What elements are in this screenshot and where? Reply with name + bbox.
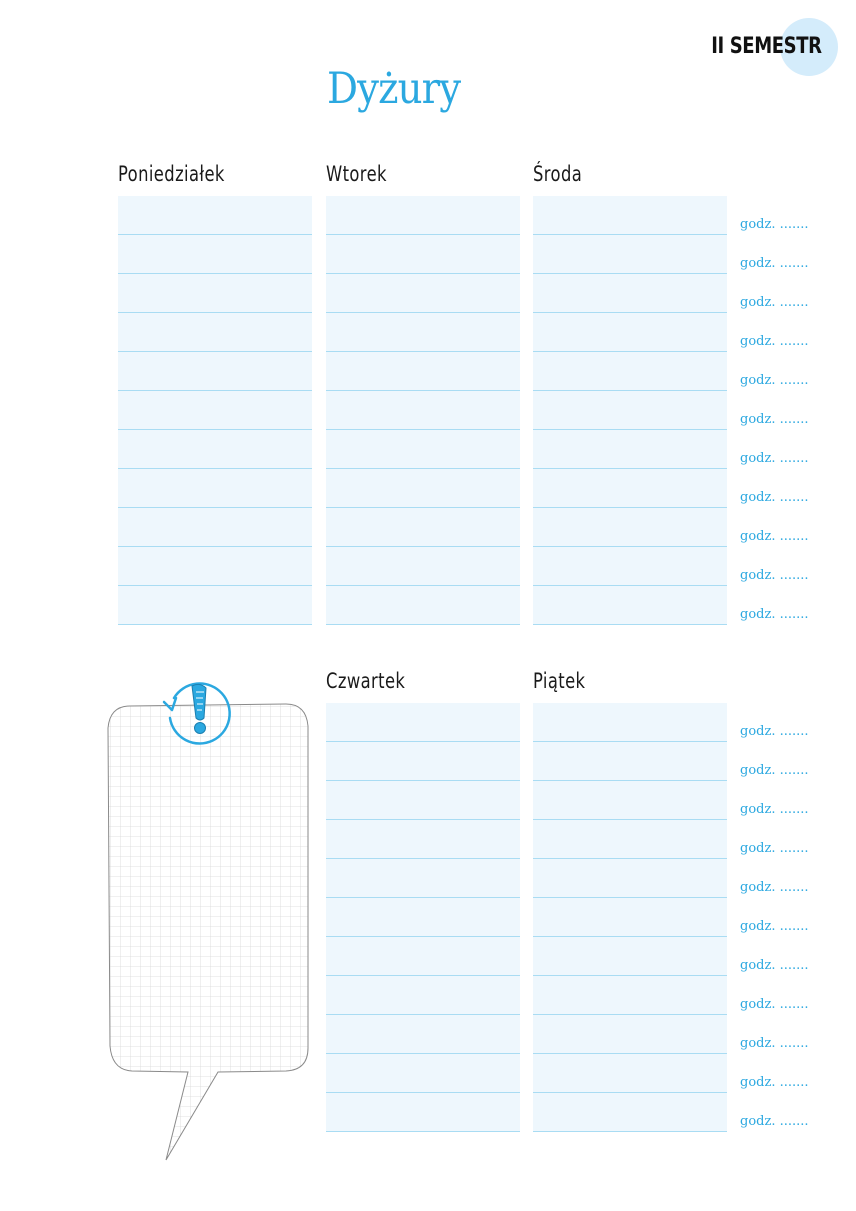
grid-row-line	[326, 273, 520, 274]
grid-row-line	[326, 546, 520, 547]
day-label-friday: Piątek	[533, 669, 586, 693]
grid-row-line	[118, 585, 312, 586]
speech-bubble-icon[interactable]	[100, 676, 320, 1166]
grid-row-line	[326, 1053, 520, 1054]
duty-grid-friday[interactable]	[533, 703, 727, 1132]
grid-row-line	[118, 390, 312, 391]
hour-label: godz. .......	[740, 334, 809, 349]
duty-grid-wednesday[interactable]	[533, 196, 727, 625]
grid-row-line	[326, 1014, 520, 1015]
hour-label: godz. .......	[740, 1075, 809, 1090]
hour-label: godz. .......	[740, 373, 809, 388]
semester-label: II SEMESTR	[711, 34, 822, 59]
grid-row-line	[118, 273, 312, 274]
grid-row-line	[533, 897, 727, 898]
grid-row-line	[326, 741, 520, 742]
day-label-monday: Poniedziałek	[118, 162, 225, 186]
hour-label: godz. .......	[740, 451, 809, 466]
hour-label: godz. .......	[740, 958, 809, 973]
grid-row-line	[533, 1092, 727, 1093]
grid-row-line	[118, 546, 312, 547]
hour-label: godz. .......	[740, 412, 809, 427]
grid-row-line	[533, 390, 727, 391]
grid-row-line	[533, 585, 727, 586]
grid-row-line	[533, 1014, 727, 1015]
hour-label: godz. .......	[740, 1036, 809, 1051]
grid-row-line	[118, 234, 312, 235]
grid-row-line	[533, 351, 727, 352]
grid-row-line	[118, 624, 312, 625]
grid-row-line	[533, 975, 727, 976]
day-label-thursday: Czwartek	[326, 669, 406, 693]
grid-row-line	[326, 780, 520, 781]
grid-row-line	[533, 312, 727, 313]
grid-row-line	[118, 312, 312, 313]
hour-label: godz. .......	[740, 256, 809, 271]
grid-row-line	[533, 780, 727, 781]
hour-label: godz. .......	[740, 919, 809, 934]
grid-row-line	[326, 390, 520, 391]
grid-row-line	[118, 468, 312, 469]
grid-row-line	[326, 1092, 520, 1093]
grid-row-line	[326, 936, 520, 937]
grid-row-line	[533, 858, 727, 859]
grid-row-line	[533, 1131, 727, 1132]
grid-row-line	[533, 936, 727, 937]
grid-row-line	[326, 585, 520, 586]
grid-row-line	[118, 507, 312, 508]
grid-row-line	[533, 507, 727, 508]
hour-label: godz. .......	[740, 763, 809, 778]
hour-label: godz. .......	[740, 880, 809, 895]
grid-row-line	[533, 468, 727, 469]
grid-row-line	[326, 234, 520, 235]
grid-row-line	[533, 273, 727, 274]
hour-label: godz. .......	[740, 607, 809, 622]
grid-row-line	[326, 507, 520, 508]
duty-grid-thursday[interactable]	[326, 703, 520, 1132]
hour-label: godz. .......	[740, 568, 809, 583]
grid-row-line	[326, 975, 520, 976]
duty-grid-monday[interactable]	[118, 196, 312, 625]
hour-label: godz. .......	[740, 724, 809, 739]
day-label-tuesday: Wtorek	[326, 162, 387, 186]
day-label-wednesday: Środa	[533, 162, 583, 186]
grid-row-line	[326, 819, 520, 820]
hour-label: godz. .......	[740, 295, 809, 310]
grid-row-line	[533, 429, 727, 430]
grid-row-line	[326, 429, 520, 430]
hour-label: godz. .......	[740, 217, 809, 232]
grid-row-line	[326, 351, 520, 352]
grid-row-line	[118, 351, 312, 352]
grid-row-line	[533, 741, 727, 742]
grid-row-line	[326, 897, 520, 898]
grid-row-line	[326, 1131, 520, 1132]
exclamation-circle-icon	[158, 676, 238, 748]
grid-row-line	[533, 1053, 727, 1054]
grid-row-line	[326, 312, 520, 313]
hour-label: godz. .......	[740, 529, 809, 544]
grid-row-line	[118, 429, 312, 430]
grid-row-line	[326, 468, 520, 469]
grid-row-line	[533, 819, 727, 820]
page-title: Dyżury	[327, 64, 461, 114]
grid-row-line	[326, 858, 520, 859]
duty-grid-tuesday[interactable]	[326, 196, 520, 625]
grid-row-line	[326, 624, 520, 625]
hour-label: godz. .......	[740, 490, 809, 505]
grid-row-line	[533, 546, 727, 547]
grid-row-line	[533, 234, 727, 235]
hour-label: godz. .......	[740, 997, 809, 1012]
hour-label: godz. .......	[740, 841, 809, 856]
hour-label: godz. .......	[740, 1114, 809, 1129]
hour-label: godz. .......	[740, 802, 809, 817]
grid-row-line	[533, 624, 727, 625]
